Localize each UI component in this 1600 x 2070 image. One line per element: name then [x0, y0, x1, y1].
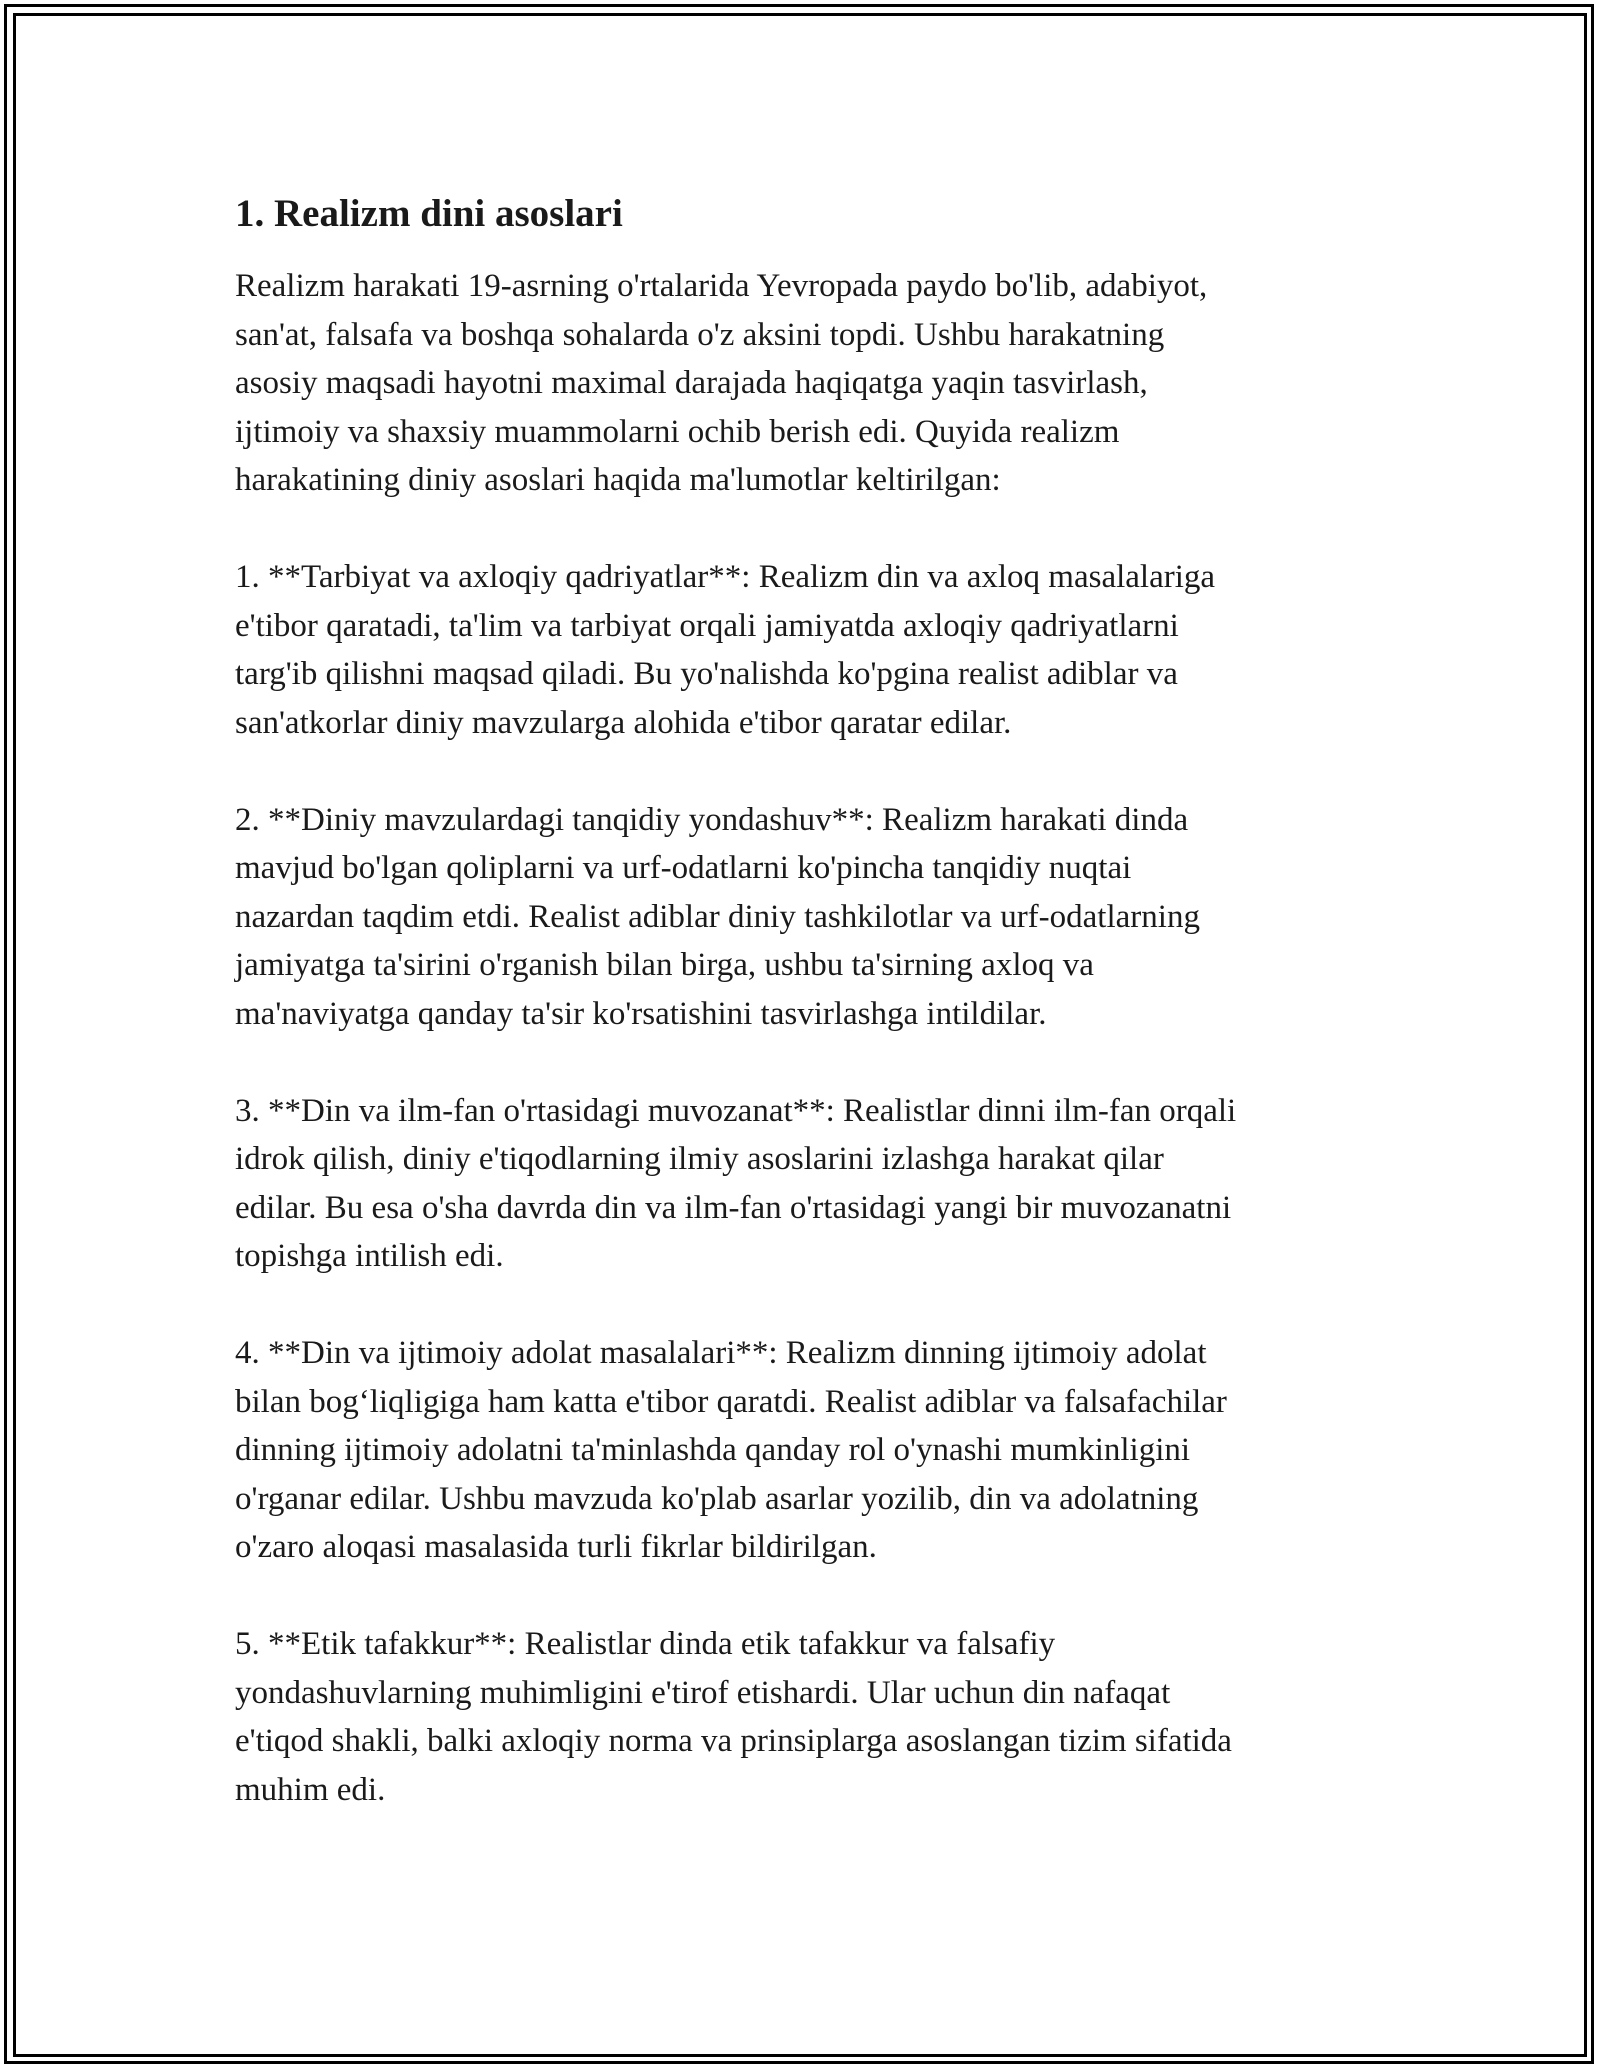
- document-body: [235, 188, 1365, 1863]
- list-item: 1. **Tarbiyat va axloqiy qadriyatlar**: Realizm din va axloq masalalariga e'tibor qaratadi, ta'lim va tarbiyat orqali jamiyatda axloqiy qadriyatlarni targ'ib qilishni maqsad qiladi. Bu yo'nalishda ko'pgina realist adiblar va san'atkorlar diniy mavzularga alohida e'tibor qaratar edilar.: [235, 559, 1216, 741]
- list-item: 3. **Din va ilm-fan o'rtasidagi muvozanat**: Realistlar dinni ilm-fan orqali idrok qilish, diniy e'tiqodlarning ilmiy asoslarini izlashga harakat qilar edilar. Bu esa o'sha davrda din va ilm-fan o'rtasidagi yangi bir muvozanatni topishga intilish edi.: [235, 1092, 1237, 1274]
- list-item: 5. **Etik tafakkur**: Realistlar dinda etik tafakkur va falsafiy yondashuvlarning muhimligini e'tirof etishardi. Ular uchun din nafaqat e'tiqod shakli, balki axloqiy norma va prinsiplarga asoslangan tizim sifatida muhim edi.: [235, 1626, 1232, 1808]
- intro-paragraph: Realizm harakati 19-asrning o'rtalarida Yevropada paydo bo'lib, adabiyot, san'at, falsafa va boshqa sohalarda o'z aksini topdi. Ushbu harakatning asosiy maqsadi hayotni maximal darajada haqiqatga yaqin tasvirlash, ijtimoiy va shaxsiy muammolarni ochib berish edi. Quyida realizm harakatining diniy asoslari haqida ma'lumotlar keltirilgan:: [235, 268, 1208, 498]
- list-item: 4. **Din va ijtimoiy adolat masalalari**: Realizm dinning ijtimoiy adolat bilan bog‘liqligiga ham katta e'tibor qaratdi. Realist adiblar va falsafachilar dinning ijtimoiy adolatni ta'minlashda qanday rol o'ynashi mumkinligini o'rganar edilar. Ushbu mavzuda ko'plab asarlar yozilib, din va adolatning o'zaro aloqasi masalasida turli fikrlar bildirilgan.: [235, 1335, 1227, 1565]
- document-title: 1. Realizm dini asoslari: [235, 192, 623, 235]
- list-item: 2. **Diniy mavzulardagi tanqidiy yondashuv**: Realizm harakati dinda mavjud bo'lgan qoliplarni va urf-odatlarni ko'pincha tanqidiy nuqtai nazardan taqdim etdi. Realist adiblar diniy tashkilotlar va urf-odatlarning jamiyatga ta'sirini o'rganish bilan birga, ushbu ta'sirning axloq va ma'naviyatga qanday ta'sir ko'rsatishini tasvirlashga intildilar.: [235, 801, 1200, 1032]
